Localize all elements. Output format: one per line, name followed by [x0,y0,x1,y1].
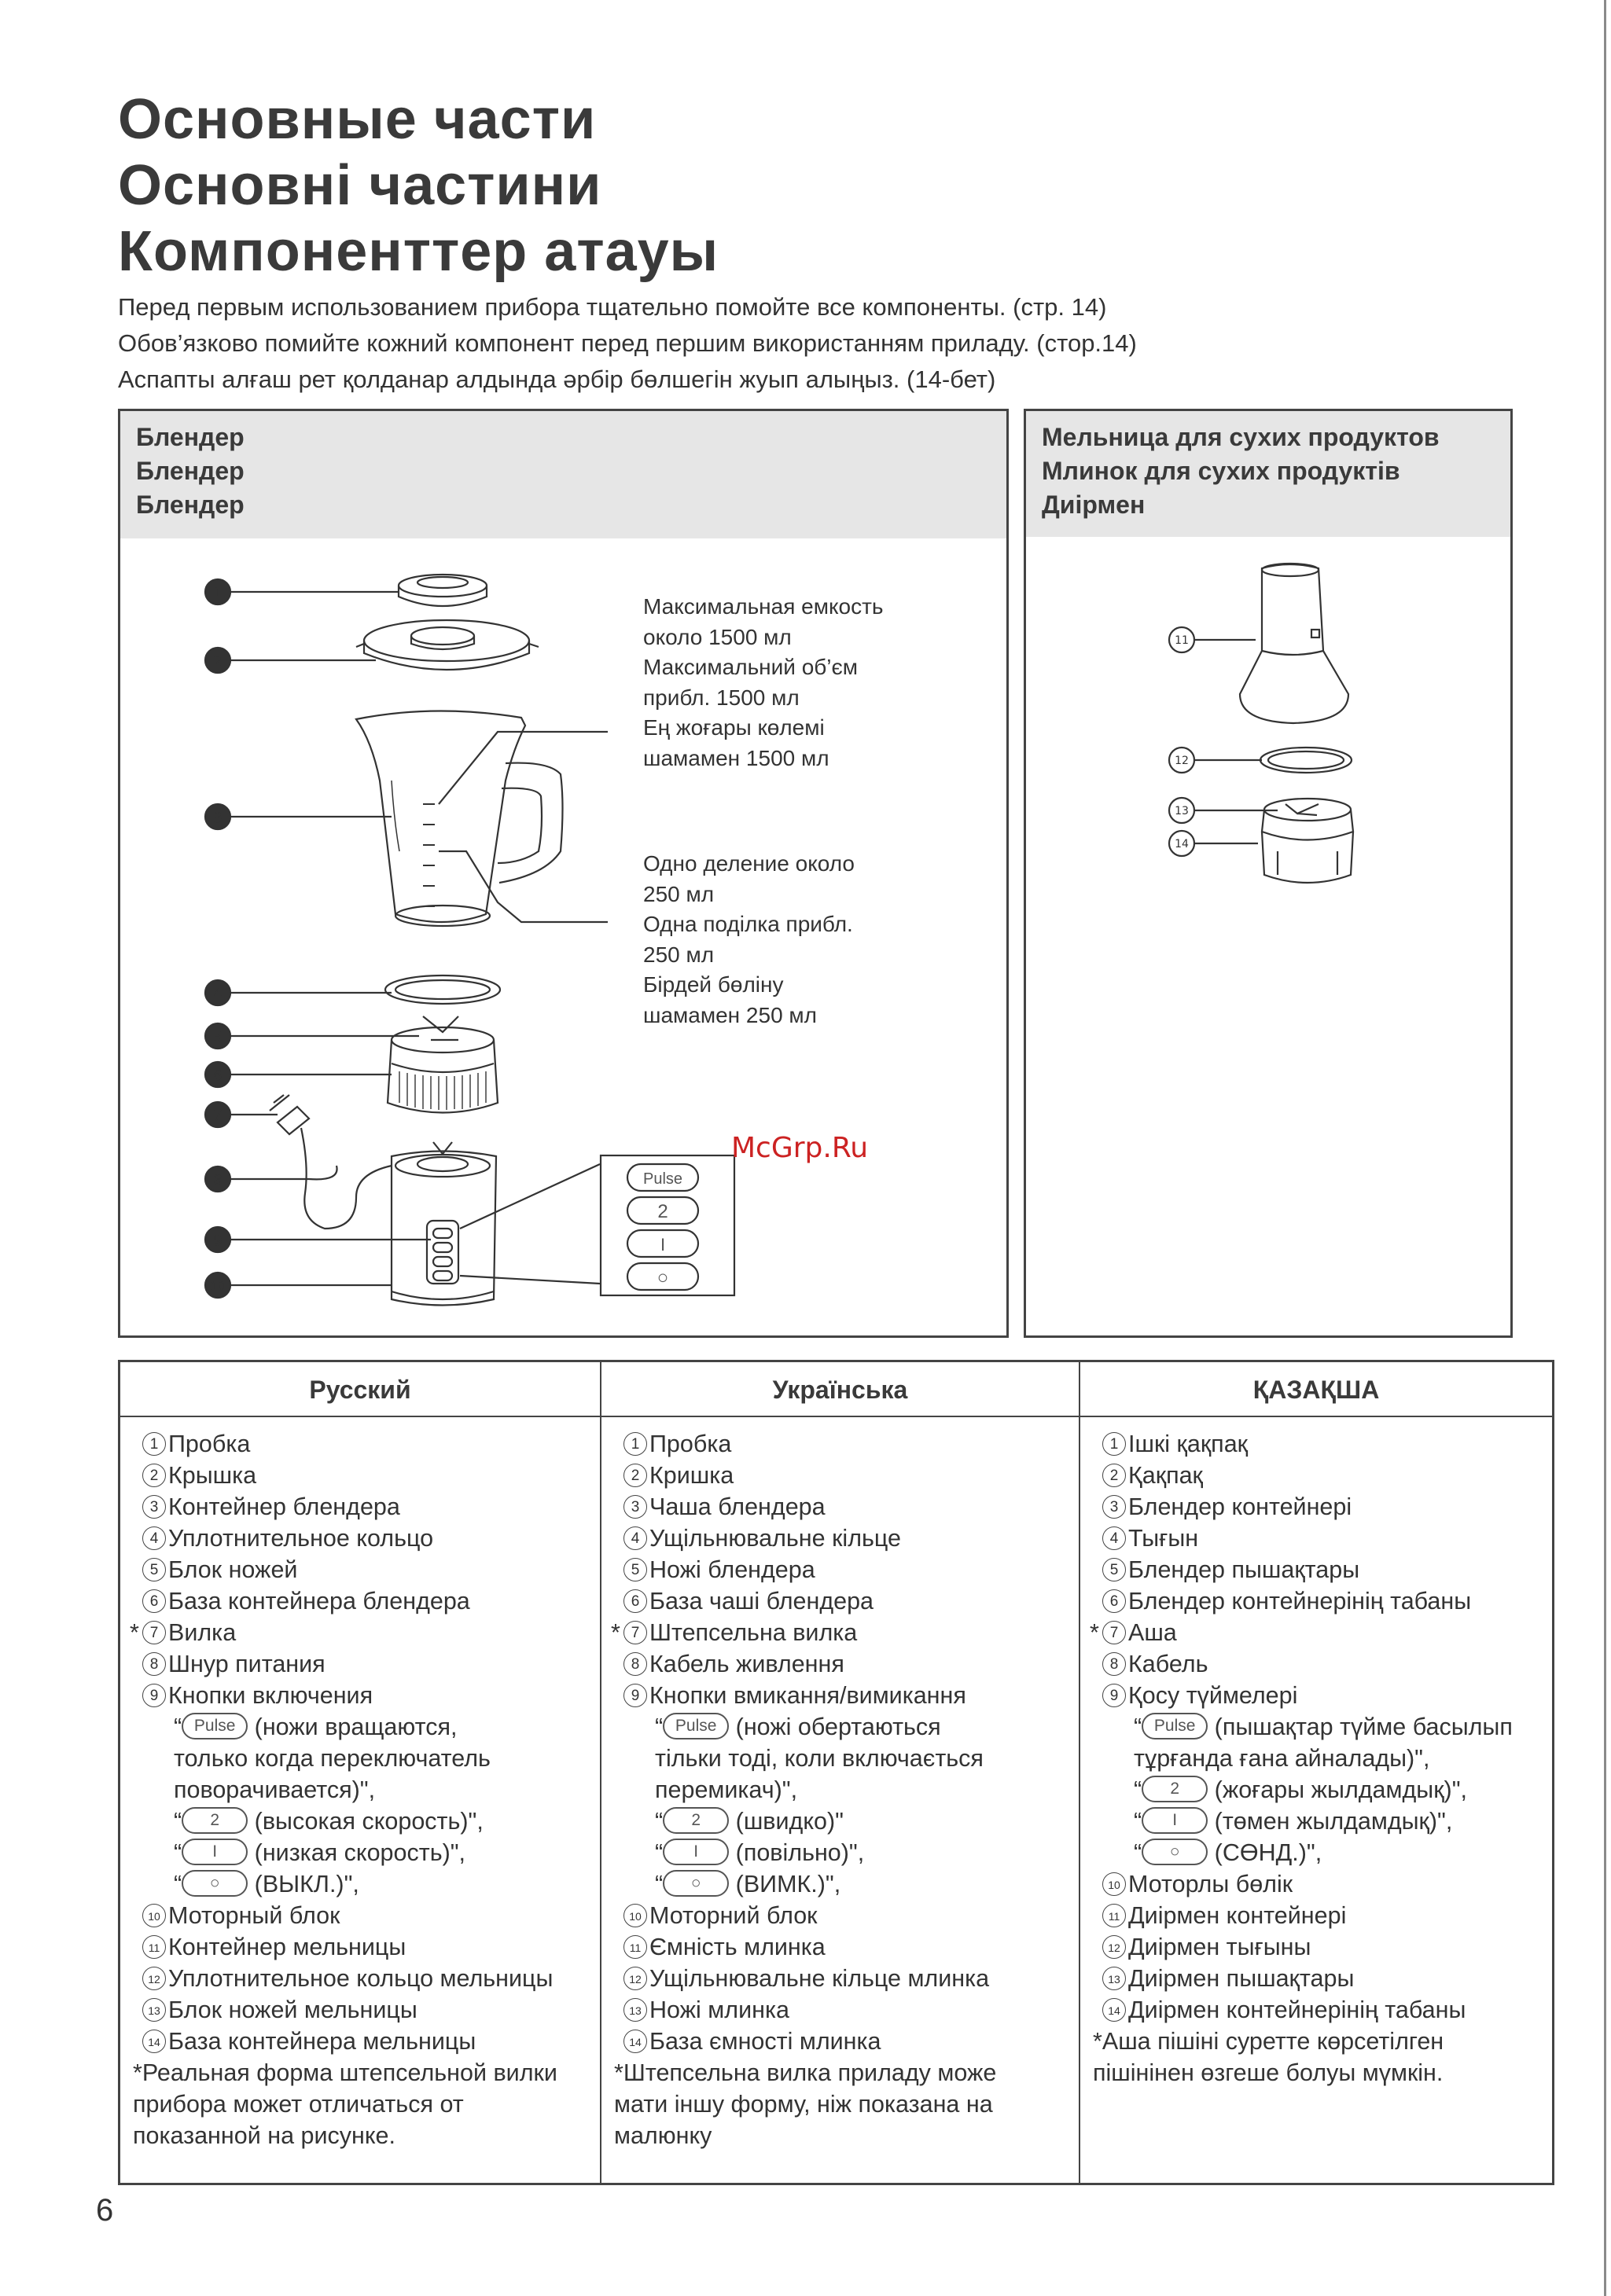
list-item: 11 Диірмен контейнері [1102,1900,1552,1931]
speed-high-description: “ 2 (жоғары жылдамдық)", [1134,1776,1467,1803]
pulse-description-cont: тільки тоді, коли включається [655,1745,984,1772]
list-item: 2 Крышка [142,1460,600,1491]
division-line: Одно деление около [643,851,855,876]
division-line: Бірдей бөліну [643,972,784,997]
list-item: 12 Ущільнювальне кільце млинка [623,1963,1079,1994]
list-item: 3 Блендер контейнері [1102,1491,1552,1523]
list-item: 10 Моторний блок [623,1900,1079,1931]
blender-jug-part [356,711,563,926]
callout-number-8: 8 [213,1172,223,1188]
lid-part [364,620,529,661]
pulse-description: “ Pulse (пышақтар түйме басылып [1134,1714,1513,1740]
list-item: 8 Кабель живлення [623,1648,1079,1680]
speed-low-description: “ I (низкая скорость)", [174,1839,466,1866]
callout-number-13: 13 [1175,805,1189,817]
list-item: 13 Ножі млинка [623,1994,1079,2026]
division-line: шамамен 250 мл [643,1002,818,1027]
pulse-description: “ Pulse (ножи вращаются, [174,1714,458,1740]
list-item: 14 База контейнера мельницы [142,2026,600,2057]
grinder-container-part [1240,564,1348,723]
intro-line-kk: Аспапты алғаш рет қолданар алдында әрбір бөлшегін жуып алыңыз. (14-бет) [118,366,996,393]
list-item: 4 Ущільнювальне кільце [623,1523,1079,1554]
grinder-heading-uk: Млинок для сухих продуктів [1042,457,1400,485]
callout-number-11: 11 [1175,634,1189,647]
speed-low-description: “ I (төмен жылдамдық)", [1134,1808,1453,1835]
blade-base-part [388,1016,498,1113]
list-item: 12 Диірмен тығыны [1102,1931,1552,1963]
list-item: * 7 Штепсельна вилка [611,1619,858,1646]
list-item: 2 Кришка [623,1460,1079,1491]
capacity-line: Максимальная емкость [643,594,884,619]
pulse-description: “ Pulse (ножі обертаються [655,1714,941,1740]
pulse-description-cont: тұрғанда ғана айналады)", [1134,1745,1430,1772]
speed-high-description: “ 2 (высокая скорость)", [174,1808,484,1835]
list-item: 9 Қосу түймелері [1102,1680,1552,1711]
list-item: 6 Блендер контейнерінің табаны [1102,1585,1552,1617]
list-item: * 7 Вилка [130,1619,237,1646]
callout-number-2: 2 [213,653,223,670]
list-item: 11 Контейнер мельницы [142,1931,600,1963]
list-item: 14 Диірмен контейнерінің табаны [1102,1994,1552,2026]
off-description: “ ○ (ВИМК.)", [655,1871,841,1897]
callout-number-1: 1 [213,585,223,601]
grinder-diagram [1026,411,1510,1335]
list-item: 3 Чаша блендера [623,1491,1079,1523]
list-item: 5 Ножі блендера [623,1554,1079,1585]
grinder-heading-ru: Мельница для сухих продуктов [1042,423,1440,451]
callout-number-12: 12 [1175,755,1189,767]
pulse-label: Pulse [642,1170,683,1188]
column-header: Українська [601,1362,1079,1417]
list-item: 3 Контейнер блендера [142,1491,600,1523]
callout-markers [205,579,230,1298]
list-item: 4 Тығын [1102,1523,1552,1554]
division-line: Одна поділка прибл. [643,912,853,936]
blender-panel [118,409,1009,1338]
page-title-ru: Основные части [118,88,597,151]
callout-number-4: 4 [213,986,223,1002]
list-item: 10 Моторный блок [142,1900,600,1931]
list-item: 9 Кнопки включения [142,1680,600,1711]
capacity-line: Максимальний об’єм [643,655,859,679]
list-item: 6 База контейнера блендера [142,1585,600,1617]
pulse-description-cont: только когда переключатель [174,1745,491,1772]
list-item: 8 Кабель [1102,1648,1552,1680]
pulse-description-cont: перемикач)", [655,1776,798,1803]
column-russian [120,1362,600,2183]
off-description: “ ○ (ВЫКЛ.)", [174,1871,359,1897]
list-item: * 7 Аша [1090,1619,1177,1646]
callout-number-10: 10 [211,1280,225,1293]
column-kazakh [1079,1362,1552,2183]
page-number: 6 [96,2193,114,2228]
list-item: 12 Уплотнительное кольцо мельницы [142,1963,600,1994]
list-item: 10 Моторлы бөлік [1102,1868,1552,1900]
off-description: “ ○ (СӨНД.)", [1134,1839,1322,1866]
callout-number-3: 3 [213,810,223,826]
list-item: 11 Ємність млинка [623,1931,1079,1963]
list-item: 5 Блок ножей [142,1554,600,1585]
page-edge-rule [1604,0,1606,2296]
grinder-heading-kk: Диірмен [1042,490,1146,519]
callout-number-9: 9 [213,1232,223,1249]
capacity-line: Ең жоғары көлемі [643,715,825,740]
callout-number-5: 5 [213,1029,223,1045]
parts-table [118,1360,1554,2185]
list-item: 14 База ємності млинка [623,2026,1079,2057]
speed-1-label: I [660,1235,666,1255]
column-header: ҚАЗАҚША [1080,1362,1552,1417]
blender-heading-ru: Блендер [136,423,245,451]
motor-base-part [392,1142,496,1306]
division-line: 250 мл [643,942,715,967]
plug-part [270,1095,392,1229]
page-title-kk: Компоненттер атауы [118,220,719,283]
list-item: 13 Блок ножей мельницы [142,1994,600,2026]
list-item: 8 Шнур питания [142,1648,600,1680]
footnote: *Реальная форма штепсельной вилки прибора может отличаться от показанной на рисунке. [133,2059,557,2149]
list-item: 6 База чаші блендера [623,1585,1079,1617]
capacity-caption [643,592,884,773]
blender-diagram [120,411,1006,1335]
list-item: 2 Қақпақ [1102,1460,1552,1491]
blender-heading-uk: Блендер [136,457,245,485]
watermark: McGrp.Ru [731,1132,869,1164]
list-item: 4 Уплотнительное кольцо [142,1523,600,1554]
list-item: 13 Диірмен пышақтары [1102,1963,1552,1994]
division-line: 250 мл [643,881,715,906]
grinder-panel [1024,409,1513,1338]
list-item: 9 Кнопки вмикання/вимикання [623,1680,1079,1711]
division-caption [643,849,855,1030]
footnote: *Аша пішіні суретте көрсетілген пішінінен өзгеше болуы мүмкін. [1093,2028,1444,2086]
footnote: *Штепсельна вилка приладу може мати іншу форму, ніж показана на малюнку [614,2059,997,2149]
capacity-line: прибл. 1500 мл [643,685,800,710]
pulse-description-cont: поворачивается)", [174,1776,376,1803]
intro-line-ru: Перед первым использованием прибора тщательно помойте все компоненты. (стр. 14) [118,293,1107,321]
callout-number-6: 6 [213,1067,223,1084]
column-ukrainian [600,1362,1079,2183]
speed-2-label: 2 [657,1201,668,1222]
speed-low-description: “ I (повільно)", [655,1839,865,1866]
capacity-line: около 1500 мл [643,624,792,649]
speed-high-description: “ 2 (швидко)" [655,1808,844,1835]
list-item: 1 Ішкі қақпақ [1102,1428,1552,1460]
list-item: 5 Блендер пышақтары [1102,1554,1552,1585]
page-title-uk: Основні частини [118,154,602,217]
intro-text [118,289,1137,398]
list-item: 1 Пробка [623,1428,1079,1460]
column-header: Русский [120,1362,600,1417]
blender-heading-kk: Блендер [136,490,245,519]
list-item: 1 Пробка [142,1428,600,1460]
intro-line-uk: Обов’язково помийте кожний компонент перед першим використанням приладу. (стор.14) [118,329,1137,357]
callout-number-14: 14 [1175,838,1189,850]
capacity-line: шамамен 1500 мл [643,745,829,770]
title-block [118,86,719,285]
callout-number-7: 7 [213,1108,223,1124]
off-label: ○ [657,1267,669,1288]
stopper-part [399,575,487,597]
